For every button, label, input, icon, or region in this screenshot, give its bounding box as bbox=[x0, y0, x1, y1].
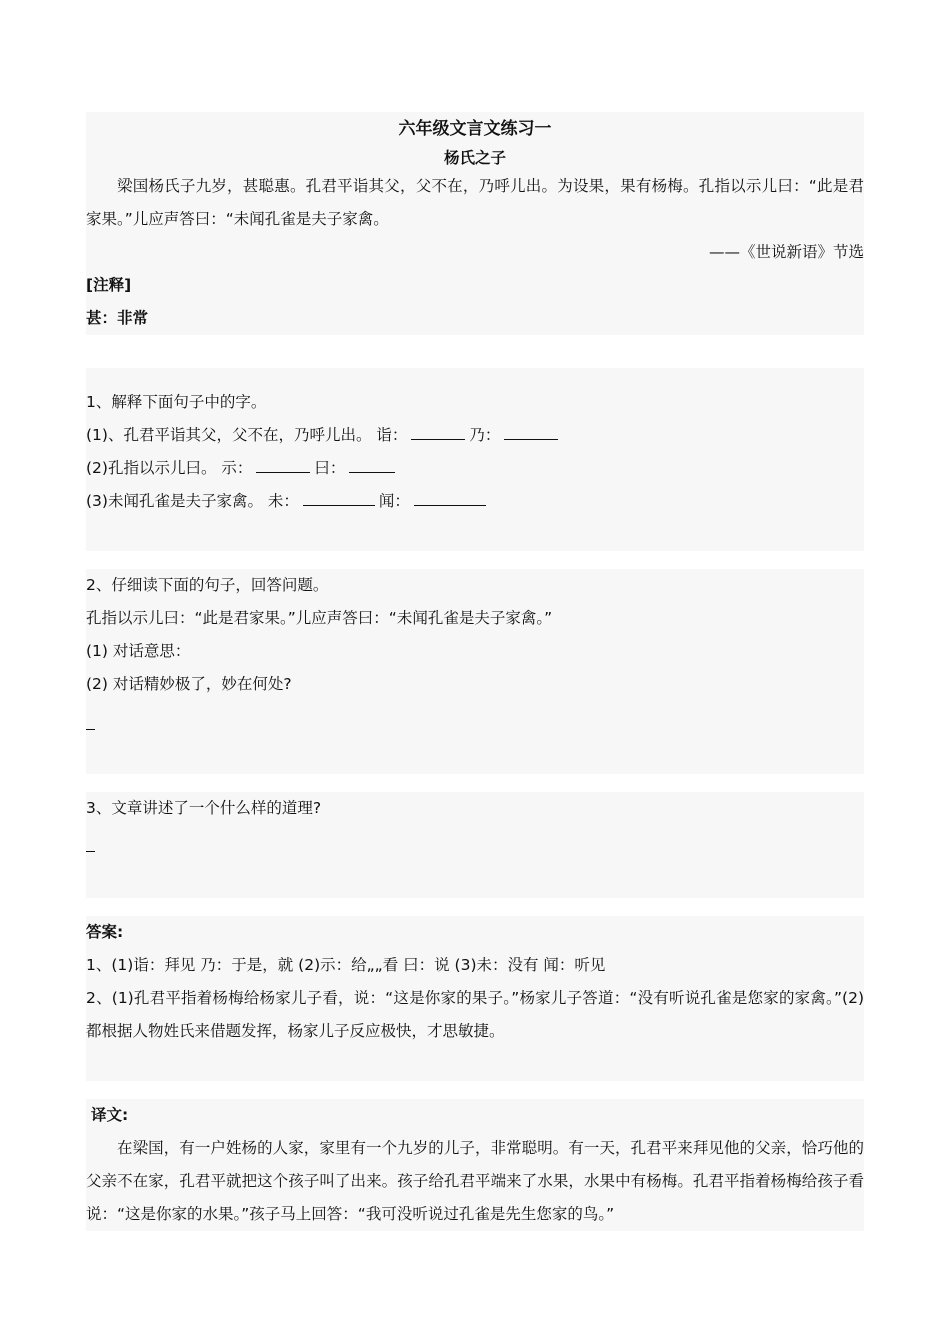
spacer bbox=[86, 1081, 864, 1099]
item-sentence: (2)孔指以示儿曰。 bbox=[86, 459, 217, 477]
spacer bbox=[86, 335, 864, 368]
answer-blank[interactable] bbox=[303, 487, 375, 506]
item-key: 闻： bbox=[378, 492, 410, 510]
page-title: 六年级文言文练习一 bbox=[398, 119, 552, 139]
answer-blank[interactable] bbox=[349, 454, 395, 473]
spacer bbox=[86, 774, 864, 792]
answer-line[interactable] bbox=[86, 825, 864, 865]
answer-blank[interactable] bbox=[504, 421, 558, 440]
question-2-quote: 孔指以示儿曰：“此是君家果。”儿应声答曰：“未闻孔雀是夫子家禽。” bbox=[86, 609, 553, 627]
question-3-heading: 3、文章讲述了一个什么样的道理? bbox=[86, 799, 322, 817]
question-2-sub2: (2) 对话精妙极了，妙在何处? bbox=[86, 675, 292, 693]
question-1 bbox=[86, 368, 864, 551]
item-key: 示： bbox=[221, 459, 253, 477]
answer-line[interactable] bbox=[86, 701, 864, 741]
question-1-item bbox=[86, 452, 864, 485]
answers-line-2: 2、(1)孔君平指着杨梅给杨家儿子看，说：“这是你家的果子。”杨家儿子答道：“没有听说孔雀是您家的家禽。”(2)都根据人物姓氏来借题发挥，杨家儿子反应极快，才思敏捷。 bbox=[86, 989, 864, 1040]
answers-line-1: 1、(1)诣：拜见 乃：于是，就 (2)示：给„„看 曰：说 (3)未：没有 闻：听见 bbox=[86, 956, 606, 974]
item-sentence: (1)、孔君平诣其父，父不在，乃呼儿出。 bbox=[86, 426, 372, 444]
translation-block bbox=[86, 1099, 864, 1231]
question-2-heading: 2、仔细读下面的句子，回答问题。 bbox=[86, 576, 329, 594]
item-sentence: (3)未闻孔雀是夫子家禽。 bbox=[86, 492, 263, 510]
question-1-heading: 1、解释下面句子中的字。 bbox=[86, 393, 267, 411]
item-key: 曰： bbox=[314, 459, 346, 477]
worksheet-page bbox=[86, 112, 864, 1231]
passage-subtitle: 杨氏之子 bbox=[443, 149, 506, 167]
answers-heading: 答案: bbox=[86, 923, 124, 941]
item-key: 乃： bbox=[469, 426, 501, 444]
question-3 bbox=[86, 792, 864, 898]
answers-block bbox=[86, 916, 864, 1081]
passage-block bbox=[86, 112, 864, 335]
question-1-item bbox=[86, 485, 864, 518]
item-key: 未： bbox=[267, 492, 299, 510]
question-1-item bbox=[86, 419, 864, 452]
translation-text: 在梁国，有一户姓杨的人家，家里有一个九岁的儿子，非常聪明。有一天，孔君平来拜见他的父亲，恰巧他的父亲不在家，孔君平就把这个孩子叫了出来。孩子给孔君平端来了水果，水果中有杨梅。孔君平指着杨梅给孩子看说：“这是你家的水果。”孩子马上回答：“我可没听说过孔雀是先生您家的鸟。” bbox=[86, 1139, 864, 1223]
notes-item: 甚：非常 bbox=[86, 309, 149, 327]
question-2-sub1: (1) 对话意思： bbox=[86, 642, 191, 660]
spacer bbox=[86, 898, 864, 916]
passage-source: ——《世说新语》节选 bbox=[708, 243, 864, 261]
answer-blank[interactable] bbox=[411, 421, 465, 440]
question-2 bbox=[86, 569, 864, 774]
spacer bbox=[86, 551, 864, 569]
notes-heading: [注释] bbox=[86, 276, 132, 294]
answer-blank[interactable] bbox=[414, 487, 486, 506]
answer-blank[interactable] bbox=[256, 454, 310, 473]
translation-heading: 译文: bbox=[91, 1106, 129, 1124]
classical-passage: 梁国杨氏子九岁，甚聪惠。孔君平诣其父，父不在，乃呼儿出。为设果，果有杨梅。孔指以示儿曰：“此是君家果。”儿应声答曰：“未闻孔雀是夫子家禽。 bbox=[86, 177, 864, 228]
item-key: 诣： bbox=[376, 426, 408, 444]
